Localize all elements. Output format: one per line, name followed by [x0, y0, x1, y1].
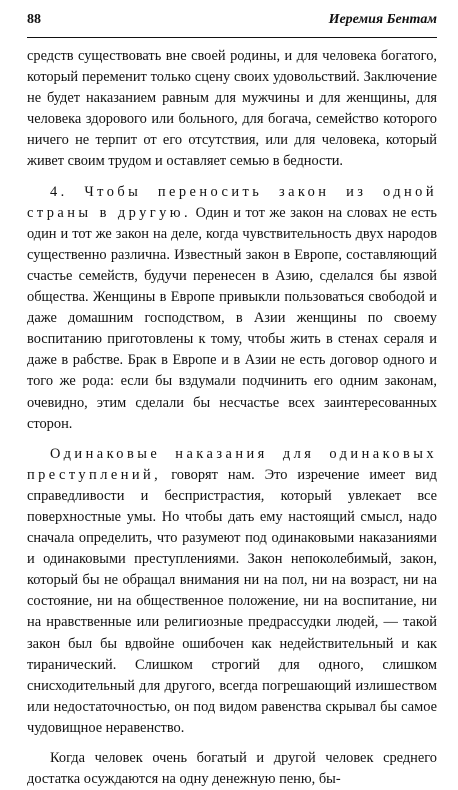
paragraph-continuation	[27, 46, 437, 173]
running-head	[27, 12, 437, 38]
paragraph-lead-spaced: Одинаковые наказания для одинаковых преступлений,	[27, 445, 437, 483]
running-title: Иеремия Бентам	[328, 12, 437, 27]
paragraph-lead-spaced: 4. Чтобы переносить закон из одной страны в другую.	[27, 183, 437, 221]
paragraph-text: говорят нам. Это изречение имеет вид справедливости и беспристрастия, который увлекает все поверхностные умы. Но чтобы дать ему настоящий смысл, надо сначала определить, что разумеют под одинаковыми наказаниями и одинаковыми преступлениями. Закон непоколебимый, закон, который бы не обращал внимания ни на пол, ни на возраст, ни на состояние, ни на общественное положение, ни на воспитание, ни на нравственные или религиозные предрассудки людей, — такой закон был бы вдвойне ошибочен как недействительный и как тиранический. Слишком строгий для одного, слишком снисходительный для другого, всегда погрешающий излишеством или недостаточностью, он под видом равенства скрывал бы самое чудовищное неравенство.	[27, 466, 437, 736]
body-text	[27, 46, 437, 790]
book-page	[27, 12, 437, 790]
paragraph-text: Когда человек очень богатый и другой человек среднего достатка осуждаются на одну денежную пеню, бы-	[27, 750, 437, 788]
page-number: 88	[27, 12, 41, 27]
paragraph-text: Один и тот же закон на словах не есть один и тот же закон на деле, когда чувствительность двух народов существенно различна. Известный закон в Европе, составляющий счастье семейств, будучи перенесен в Азию, сделался бы язвой общества. Женщины в Европе привыкли пользоваться свободой и даже домашним господством, в Азии женщины по своему воспитанию приготовлены к тому, чтобы жить в стенах сераля и даже в рабстве. Брак в Европе и в Азии не есть договор одного и того же рода: если бы вздумали подчинить его одним законам, очевидно, этим сделали бы несчастье всех заинтересованных сторон.	[27, 204, 437, 432]
paragraph-equal-punishments	[27, 444, 437, 739]
paragraph-text: средств существовать вне своей родины, и для человека богатого, который переменит только сцену своих удовольствий. Заключение не будет наказанием равным для мужчины и для женщины, для человека здорового или больного, для богача, семейство которого ничего не терпит от его отсутствия, или для человека, который живет своим трудом и оставляет семью в бедности.	[27, 48, 437, 170]
paragraph-rich-and-poor	[27, 748, 437, 790]
paragraph-transfer-law	[27, 182, 437, 435]
